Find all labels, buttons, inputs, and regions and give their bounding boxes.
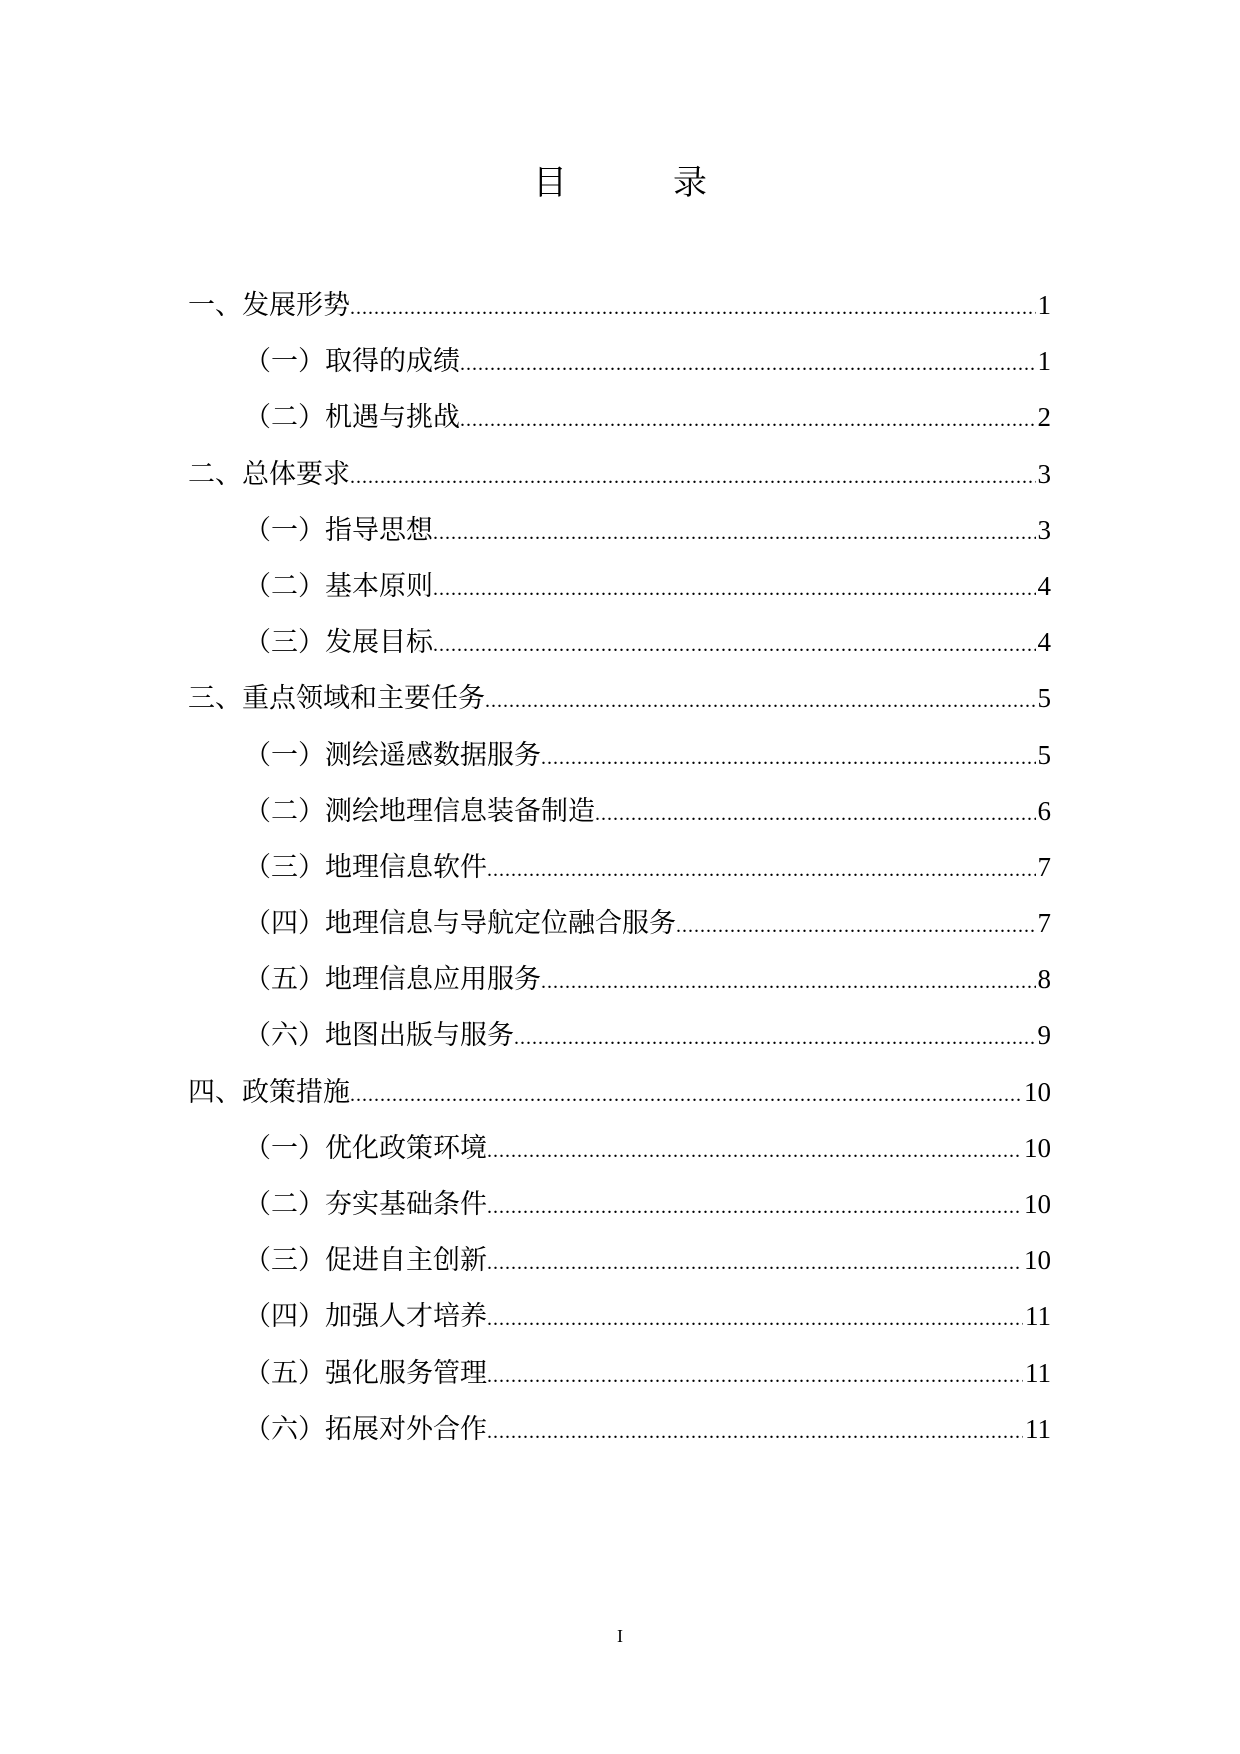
toc-entry-label: （三）地理信息软件 xyxy=(244,851,487,882)
toc-entry-page: 9 xyxy=(1037,1020,1051,1051)
dot-leader xyxy=(595,794,1036,834)
dot-leader xyxy=(460,344,1036,384)
toc-entry-page: 10 xyxy=(1024,1132,1051,1163)
toc-entry-page: 7 xyxy=(1037,851,1051,882)
dot-leader xyxy=(487,1412,1023,1452)
toc-entry-page: 10 xyxy=(1024,1076,1051,1107)
dot-leader xyxy=(433,625,1036,665)
toc-entry-page: 11 xyxy=(1025,1413,1051,1444)
toc-entry-label: （一）取得的成绩 xyxy=(244,346,460,377)
toc-entry[interactable] xyxy=(188,1409,1051,1465)
toc-entry[interactable] xyxy=(188,735,1051,791)
toc-entry[interactable] xyxy=(188,1296,1051,1352)
dot-leader xyxy=(460,400,1036,440)
table-of-contents xyxy=(188,285,1051,1465)
dot-leader xyxy=(350,457,1036,497)
toc-entry-label: （二）夯实基础条件 xyxy=(244,1189,487,1219)
toc-entry[interactable] xyxy=(188,566,1051,622)
toc-title: 目 录 xyxy=(533,165,743,202)
toc-entry[interactable] xyxy=(188,1128,1051,1184)
toc-entry[interactable] xyxy=(188,454,1051,510)
toc-entry-label: 三、重点领域和主要任务 xyxy=(188,683,485,714)
toc-entry-page: 5 xyxy=(1037,683,1051,714)
toc-entry[interactable] xyxy=(188,622,1051,678)
toc-entry[interactable] xyxy=(188,791,1051,847)
toc-entry-page: 4 xyxy=(1037,627,1051,658)
toc-entry[interactable] xyxy=(188,1240,1051,1296)
toc-entry[interactable] xyxy=(188,847,1051,903)
toc-entry-page: 6 xyxy=(1037,795,1051,826)
toc-entry-page: 8 xyxy=(1037,964,1051,995)
toc-entry-page: 1 xyxy=(1037,290,1051,320)
toc-entry-page: 3 xyxy=(1037,514,1051,545)
toc-entry[interactable] xyxy=(188,341,1051,397)
toc-entry-page: 7 xyxy=(1037,908,1051,939)
dot-leader xyxy=(487,1299,1023,1339)
toc-entry-page: 4 xyxy=(1037,570,1051,601)
toc-entry-page: 11 xyxy=(1025,1301,1051,1332)
toc-entry[interactable] xyxy=(188,903,1051,959)
toc-entry[interactable] xyxy=(188,285,1051,341)
toc-entry-label: （四）加强人才培养 xyxy=(244,1301,487,1332)
dot-leader xyxy=(433,513,1036,553)
toc-entry-label: 一、发展形势 xyxy=(188,290,350,320)
toc-entry-label: （一）优化政策环境 xyxy=(244,1132,487,1163)
toc-entry-label: （六）拓展对外合作 xyxy=(244,1413,487,1444)
toc-entry-label: （三）促进自主创新 xyxy=(244,1245,487,1276)
toc-entry-label: （二）测绘地理信息装备制造 xyxy=(244,795,595,826)
dot-leader xyxy=(541,962,1036,1002)
toc-entry[interactable] xyxy=(188,1072,1051,1128)
toc-entry-label: （一）测绘遥感数据服务 xyxy=(244,739,541,770)
toc-entry-page: 10 xyxy=(1024,1189,1051,1219)
dot-leader xyxy=(485,681,1036,721)
dot-leader xyxy=(676,906,1036,946)
toc-entry[interactable] xyxy=(188,1184,1051,1240)
toc-entry[interactable] xyxy=(188,1015,1051,1071)
dot-leader xyxy=(487,1131,1022,1171)
toc-entry-label: 二、总体要求 xyxy=(188,458,350,489)
dot-leader xyxy=(487,1187,1022,1227)
dot-leader xyxy=(350,288,1036,328)
dot-leader xyxy=(350,1075,1022,1115)
toc-entry-label: （一）指导思想 xyxy=(244,514,433,545)
toc-entry-label: （四）地理信息与导航定位融合服务 xyxy=(244,908,676,939)
toc-entry-label: （三）发展目标 xyxy=(244,627,433,658)
toc-entry-page: 2 xyxy=(1037,402,1051,433)
toc-entry-label: （二）基本原则 xyxy=(244,570,433,601)
toc-entry[interactable] xyxy=(188,397,1051,453)
toc-entry-label: （六）地图出版与服务 xyxy=(244,1020,514,1051)
page-number: I xyxy=(617,1626,623,1646)
toc-entry-page: 10 xyxy=(1024,1245,1051,1276)
dot-leader xyxy=(433,569,1036,609)
toc-entry[interactable] xyxy=(188,1353,1051,1409)
toc-entry-page: 5 xyxy=(1037,739,1051,770)
toc-entry[interactable] xyxy=(188,959,1051,1015)
toc-entry-label: （五）地理信息应用服务 xyxy=(244,964,541,995)
toc-entry-label: 四、政策措施 xyxy=(188,1076,350,1107)
toc-entry[interactable] xyxy=(188,510,1051,566)
toc-entry-page: 1 xyxy=(1037,346,1051,377)
toc-entry-label: （五）强化服务管理 xyxy=(244,1357,487,1388)
toc-entry-label: （二）机遇与挑战 xyxy=(244,402,460,433)
toc-entry[interactable] xyxy=(188,678,1051,734)
toc-entry-page: 3 xyxy=(1037,458,1051,489)
dot-leader xyxy=(487,850,1036,890)
dot-leader xyxy=(487,1243,1022,1283)
toc-entry-page: 11 xyxy=(1025,1357,1051,1388)
dot-leader xyxy=(541,738,1036,778)
dot-leader xyxy=(514,1018,1036,1058)
dot-leader xyxy=(487,1356,1023,1396)
